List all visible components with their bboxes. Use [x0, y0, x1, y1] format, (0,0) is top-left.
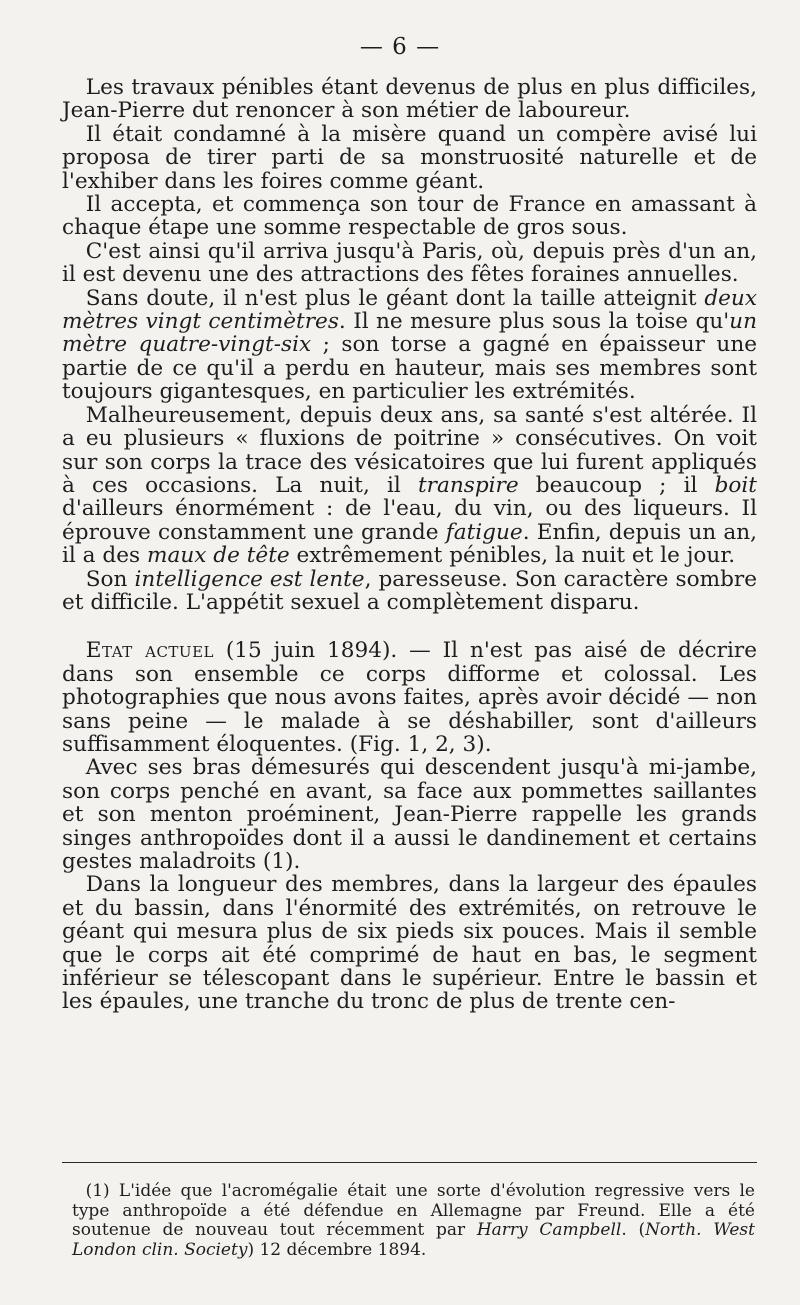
footnote — [72, 1182, 755, 1260]
text-run: Malheureusement, depuis deux ans, sa santé s'est altérée. Il a eu plusieurs « fluxions de poitrine » consécutives. On voit sur son corps la trace des vésicatoires que lui furent appliqués à ces occasions. La nuit, il — [62, 402, 757, 498]
paragraph — [62, 123, 757, 193]
text-run: Avec ses bras démesurés qui descendent jusqu'à mi-jambe, son corps penché en avant, sa face aux pommettes saillantes et son menton proéminent, Jean-Pierre rappelle les grands singes anthropoïdes dont il a aussi le dandinement et certains gestes maladroits (1). — [62, 755, 757, 874]
paragraph — [62, 568, 757, 615]
italic-text: deux mètres vingt centimètres — [62, 285, 757, 335]
text-run: qu' — [695, 309, 730, 335]
text-run: , paresseuse. Son caractère sombre et difficile. L'appétit sexuel a complètement disparu. — [62, 566, 757, 615]
text-run: ; son torse a gagné en épaisseur une partie de ce qu'il a perdu en hauteur, mais ses membres sont toujours gigantesques, en particulier les extrémités. — [62, 332, 757, 405]
italic-text: un mètre quatre-vingt-six — [62, 309, 757, 358]
text-run: Son — [85, 566, 135, 592]
italic-text: boit — [714, 472, 757, 498]
body-text — [62, 76, 757, 1014]
text-run: (15 juin 1894). — Il n'est pas aisé de décrire dans son ensemble ce corps difforme et colossal. Les photographies que nous avons faites, après avoir décidé — non sans peine — le malade à se déshabiller, sont d'ailleurs suffisamment éloquentes. (Fig. 1, 2, 3). — [62, 638, 757, 757]
text-run: . ( — [621, 1220, 646, 1241]
smallcaps-heading: Etat actuel — [85, 638, 214, 664]
text-run: ) 12 décembre 1894. — [247, 1239, 427, 1260]
italic-text: North. West London clin. Society — [72, 1220, 755, 1260]
text-run: extrêmement pénibles, la nuit et le jour. — [289, 543, 736, 569]
text-run: Sans doute, il n'est plus le géant dont la taille atteignit — [85, 285, 705, 311]
footnote-separator — [62, 1162, 757, 1163]
italic-text: transpire — [417, 472, 519, 498]
text-run: C'est ainsi qu'il arriva jusqu'à Paris, où, depuis près d'un an, il est devenu une des attractions des fêtes foraines annuelles. — [62, 238, 757, 288]
paragraph — [62, 76, 757, 123]
paragraph — [62, 639, 757, 756]
text-run: beaucoup ; il — [518, 472, 715, 498]
page-number: — 6 — — [359, 34, 441, 60]
text-run: Il était condamné à la misère quand un compère avisé lui proposa de tirer parti de sa monstruosité naturelle et de l'exhiber dans les foires comme géant. — [62, 121, 757, 194]
italic-text: fatigue — [445, 519, 523, 545]
text-run: Dans la longueur des membres, dans la largeur des épaules et du bassin, dans l'énormité des extrémités, on retrouve le géant qui mesura plus de six pieds six pouces. Mais il semble que le corps ait été comprimé de haut en bas, le segment inférieur se télescopant dans le supérieur. Entre le bassin et les épaules, une tranche du tronc de plus de trente cen- — [62, 872, 757, 1015]
italic-text: intelligence est lente — [134, 566, 365, 592]
paragraph — [62, 193, 757, 240]
footnote-text — [72, 1182, 755, 1260]
text-run: Les travaux pénibles étant devenus de plus en plus difficiles, Jean-Pierre dut renoncer à son métier de laboureur. — [62, 75, 757, 124]
text-run: (1) L'idée que l'acromégalie était une sorte d'évolution regressive vers le type anthropoïde a été défendue en Allemagne par Freund. Elle a été soutenue de nouveau tout récemment par — [72, 1181, 755, 1241]
text-run: d'ailleurs énormément : de l'eau, du vin, ou des liqueurs. Il éprouve constamment une grande — [62, 496, 757, 545]
text-run: . Il ne mesure plus sous la toise — [338, 309, 696, 335]
paragraph — [62, 404, 757, 568]
paragraph — [62, 756, 757, 873]
paragraph — [62, 873, 757, 1013]
paragraph — [62, 287, 757, 404]
text-run: . Enfin, depuis un an, il a des — [62, 519, 757, 569]
italic-text: maux de tête — [146, 543, 290, 569]
italic-text: Harry Campbell — [476, 1220, 622, 1241]
paragraph — [62, 240, 757, 287]
text-run: Il accepta, et commença son tour de France en amassant à chaque étape une somme respectable de gros sous. — [62, 192, 757, 241]
